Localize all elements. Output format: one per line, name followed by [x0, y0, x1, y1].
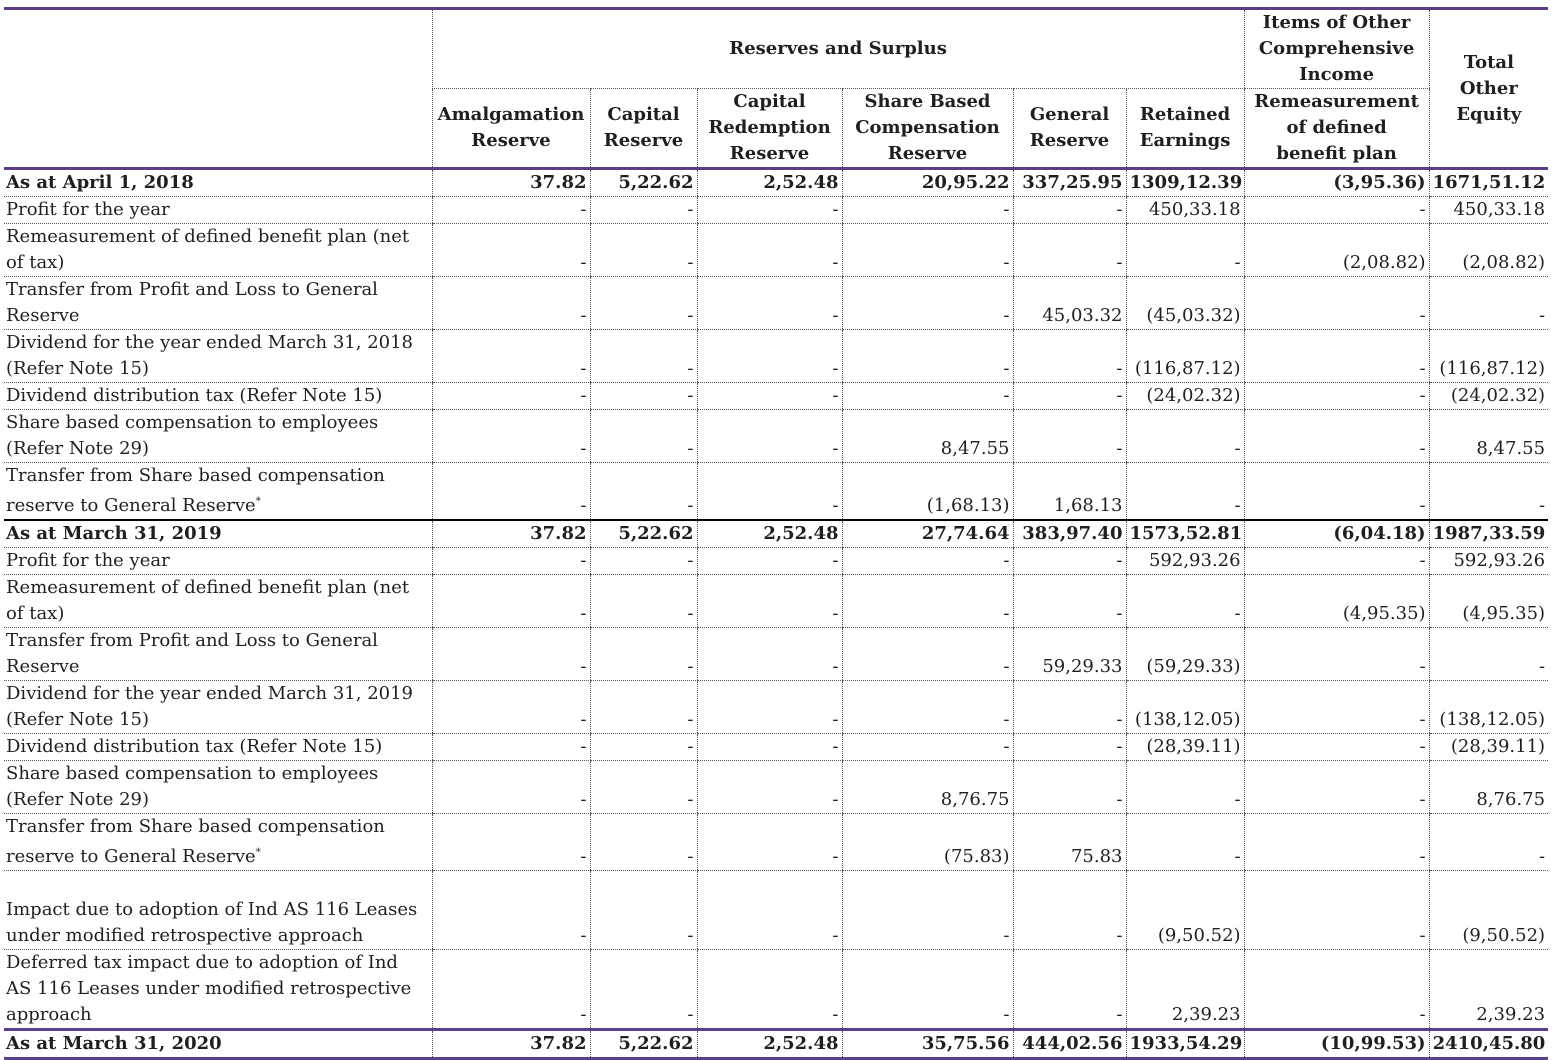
table-row: [4, 734, 1548, 761]
cell-value: (9,50.52): [1429, 871, 1548, 950]
cell-value: -: [432, 814, 590, 871]
cell-value: -: [590, 330, 697, 383]
row-label: [4, 734, 432, 761]
cell-value: (2,08.82): [1244, 224, 1429, 277]
cell-value: (9,50.52): [1126, 871, 1244, 950]
header-share-based-compensation-reserve: Share Based Compensation Reserve: [842, 89, 1013, 169]
row-label-text: Impact due to adoption of Ind AS 116 Leases under modified retrospective approach: [6, 899, 418, 946]
cell-value: -: [842, 224, 1013, 277]
cell-value: -: [590, 950, 697, 1030]
cell-value: -: [1013, 575, 1126, 628]
cell-value: -: [1013, 548, 1126, 575]
table-row: [4, 575, 1548, 628]
table-body: [4, 169, 1548, 1059]
group-header-other-comprehensive-income: Items of Other Comprehensive Income: [1244, 9, 1429, 89]
table-row: [4, 628, 1548, 681]
cell-value: 2410,45.80: [1429, 1030, 1548, 1059]
cell-value: -: [432, 575, 590, 628]
cell-value: -: [432, 224, 590, 277]
cell-value: 8,76.75: [1429, 761, 1548, 814]
cell-value: 2,52.48: [697, 1030, 842, 1059]
cell-value: -: [590, 410, 697, 463]
cell-value: (24,02.32): [1126, 383, 1244, 410]
cell-value: -: [697, 463, 842, 521]
cell-value: 1987,33.59: [1429, 520, 1548, 548]
cell-value: 1309,12.39: [1126, 169, 1244, 197]
table-row: [4, 761, 1548, 814]
cell-value: 450,33.18: [1429, 197, 1548, 224]
cell-value: 2,52.48: [697, 169, 842, 197]
cell-value: 5,22.62: [590, 169, 697, 197]
cell-value: -: [432, 734, 590, 761]
row-label: [4, 575, 432, 628]
cell-value: -: [697, 224, 842, 277]
row-label-text: Transfer from Profit and Loss to General Reserve: [6, 279, 378, 326]
table-row: [4, 681, 1548, 734]
cell-value: -: [697, 197, 842, 224]
row-label: [4, 871, 432, 950]
statement-of-changes-in-equity: [4, 7, 1548, 1060]
cell-value: (1,68.13): [842, 463, 1013, 521]
cell-value: -: [697, 277, 842, 330]
cell-value: -: [432, 950, 590, 1030]
cell-value: (6,04.18): [1244, 520, 1429, 548]
cell-value: (4,95.35): [1244, 575, 1429, 628]
row-label-text: Dividend for the year ended March 31, 2018 (Refer Note 15): [6, 332, 414, 379]
cell-value: -: [842, 681, 1013, 734]
cell-value: -: [1429, 814, 1548, 871]
cell-value: -: [1013, 410, 1126, 463]
cell-value: -: [432, 871, 590, 950]
cell-value: (2,08.82): [1429, 224, 1548, 277]
cell-value: -: [842, 575, 1013, 628]
cell-value: -: [1244, 410, 1429, 463]
cell-value: -: [590, 463, 697, 521]
group-header-reserves-and-surplus: Reserves and Surplus: [432, 9, 1244, 89]
cell-value: -: [432, 761, 590, 814]
header-blank: [4, 9, 432, 169]
row-label-text: Remeasurement of defined benefit plan (net of tax): [6, 577, 410, 624]
header-capital-reserve: Capital Reserve: [590, 89, 697, 169]
table-row: [4, 814, 1548, 871]
cell-value: -: [432, 410, 590, 463]
row-label-text: Share based compensation to employees (Refer Note 29): [6, 412, 379, 459]
row-label-text: Remeasurement of defined benefit plan (net of tax): [6, 226, 410, 273]
row-label: [4, 628, 432, 681]
cell-value: -: [1244, 277, 1429, 330]
row-label-text: Share based compensation to employees (Refer Note 29): [6, 763, 379, 810]
cell-value: -: [842, 330, 1013, 383]
table-row: [4, 871, 1548, 950]
cell-value: 37.82: [432, 520, 590, 548]
cell-value: -: [432, 463, 590, 521]
cell-value: 1671,51.12: [1429, 169, 1548, 197]
cell-value: -: [590, 628, 697, 681]
row-label: [4, 224, 432, 277]
cell-value: -: [1013, 197, 1126, 224]
cell-value: -: [590, 681, 697, 734]
cell-value: -: [590, 871, 697, 950]
cell-value: -: [432, 681, 590, 734]
cell-value: -: [590, 224, 697, 277]
cell-value: -: [1429, 277, 1548, 330]
cell-value: 2,52.48: [697, 520, 842, 548]
table-row: [4, 277, 1548, 330]
cell-value: -: [432, 548, 590, 575]
cell-value: -: [1013, 383, 1126, 410]
cell-value: -: [1126, 410, 1244, 463]
cell-value: -: [432, 383, 590, 410]
cell-value: -: [1013, 224, 1126, 277]
cell-value: 1,68.13: [1013, 463, 1126, 521]
cell-value: -: [697, 628, 842, 681]
cell-value: 1933,54.29: [1126, 1030, 1244, 1059]
cell-value: -: [842, 197, 1013, 224]
cell-value: 37.82: [432, 1030, 590, 1059]
cell-value: -: [1244, 950, 1429, 1030]
cell-value: -: [697, 575, 842, 628]
other-equity-table: [4, 7, 1548, 1060]
header-capital-redemption-reserve: Capital Redemption Reserve: [697, 89, 842, 169]
cell-value: -: [1244, 871, 1429, 950]
cell-value: -: [697, 383, 842, 410]
cell-value: -: [1244, 197, 1429, 224]
cell-value: 8,47.55: [1429, 410, 1548, 463]
cell-value: (75.83): [842, 814, 1013, 871]
cell-value: -: [842, 734, 1013, 761]
row-label: [4, 761, 432, 814]
row-label-text: Transfer from Share based compensation reserve to General Reserve: [6, 465, 385, 516]
row-label-text: Deferred tax impact due to adoption of Ind AS 116 Leases under modified retrospective approach: [6, 952, 412, 1025]
row-label: [4, 548, 432, 575]
row-label: [4, 463, 432, 521]
cell-value: -: [432, 628, 590, 681]
cell-value: (138,12.05): [1126, 681, 1244, 734]
cell-value: -: [697, 681, 842, 734]
cell-value: -: [1244, 681, 1429, 734]
cell-value: -: [1244, 734, 1429, 761]
cell-value: -: [1244, 383, 1429, 410]
footnote-marker: *: [255, 496, 261, 507]
cell-value: -: [697, 950, 842, 1030]
cell-value: (116,87.12): [1429, 330, 1548, 383]
row-label-text: As at March 31, 2019: [6, 523, 222, 544]
cell-value: (10,99.53): [1244, 1030, 1429, 1059]
row-label-text: As at March 31, 2020: [6, 1033, 222, 1054]
cell-value: 35,75.56: [842, 1030, 1013, 1059]
cell-value: -: [697, 330, 842, 383]
table-row: [4, 410, 1548, 463]
cell-value: -: [1244, 628, 1429, 681]
cell-value: -: [842, 383, 1013, 410]
cell-value: 8,76.75: [842, 761, 1013, 814]
cell-value: 1573,52.81: [1126, 520, 1244, 548]
cell-value: -: [842, 871, 1013, 950]
cell-value: 75.83: [1013, 814, 1126, 871]
row-label-text: Profit for the year: [6, 199, 170, 220]
cell-value: 592,93.26: [1126, 548, 1244, 575]
table-row: [4, 330, 1548, 383]
cell-value: -: [590, 548, 697, 575]
cell-value: 450,33.18: [1126, 197, 1244, 224]
row-label: [4, 1030, 432, 1059]
table-row: [4, 1030, 1548, 1059]
cell-value: -: [842, 950, 1013, 1030]
header-amalgamation-reserve: Amalgamation Reserve: [432, 89, 590, 169]
cell-value: -: [432, 197, 590, 224]
header-total-other-equity: Total Other Equity: [1429, 9, 1548, 169]
row-label: [4, 169, 432, 197]
cell-value: -: [1126, 761, 1244, 814]
cell-value: 2,39.23: [1126, 950, 1244, 1030]
cell-value: -: [1244, 548, 1429, 575]
cell-value: -: [1126, 224, 1244, 277]
table-row: [4, 169, 1548, 197]
cell-value: -: [1013, 950, 1126, 1030]
row-label-text: Transfer from Share based compensation reserve to General Reserve: [6, 816, 385, 867]
row-label-text: Dividend for the year ended March 31, 2019 (Refer Note 15): [6, 683, 414, 730]
cell-value: 20,95.22: [842, 169, 1013, 197]
cell-value: -: [590, 575, 697, 628]
cell-value: 8,47.55: [842, 410, 1013, 463]
cell-value: -: [1126, 463, 1244, 521]
cell-value: (116,87.12): [1126, 330, 1244, 383]
table-row: [4, 520, 1548, 548]
cell-value: -: [842, 548, 1013, 575]
cell-value: (3,95.36): [1244, 169, 1429, 197]
header-retained-earnings: Retained Earnings: [1126, 89, 1244, 169]
cell-value: 5,22.62: [590, 520, 697, 548]
cell-value: -: [697, 871, 842, 950]
cell-value: -: [432, 277, 590, 330]
cell-value: -: [1244, 814, 1429, 871]
table-row: [4, 383, 1548, 410]
cell-value: -: [590, 761, 697, 814]
table-row: [4, 463, 1548, 521]
row-label: [4, 520, 432, 548]
cell-value: -: [1126, 814, 1244, 871]
cell-value: -: [1244, 761, 1429, 814]
cell-value: (28,39.11): [1126, 734, 1244, 761]
table-row: [4, 197, 1548, 224]
cell-value: (59,29.33): [1126, 628, 1244, 681]
cell-value: -: [590, 814, 697, 871]
cell-value: 2,39.23: [1429, 950, 1548, 1030]
cell-value: -: [1013, 681, 1126, 734]
row-label: [4, 410, 432, 463]
row-label: [4, 330, 432, 383]
row-label-text: Profit for the year: [6, 550, 170, 571]
cell-value: -: [432, 330, 590, 383]
cell-value: 5,22.62: [590, 1030, 697, 1059]
cell-value: -: [1244, 463, 1429, 521]
header-remeasurement-defined-benefit-plan: Remeasurement of defined benefit plan: [1244, 89, 1429, 169]
cell-value: (24,02.32): [1429, 383, 1548, 410]
table-row: [4, 224, 1548, 277]
cell-value: -: [697, 814, 842, 871]
cell-value: (138,12.05): [1429, 681, 1548, 734]
cell-value: -: [842, 628, 1013, 681]
row-label: [4, 681, 432, 734]
cell-value: -: [590, 197, 697, 224]
cell-value: -: [1429, 628, 1548, 681]
cell-value: 59,29.33: [1013, 628, 1126, 681]
cell-value: 337,25.95: [1013, 169, 1126, 197]
cell-value: 383,97.40: [1013, 520, 1126, 548]
cell-value: -: [1013, 330, 1126, 383]
cell-value: -: [590, 277, 697, 330]
row-label-text: Transfer from Profit and Loss to General Reserve: [6, 630, 378, 677]
cell-value: -: [1126, 575, 1244, 628]
cell-value: -: [1244, 330, 1429, 383]
cell-value: (4,95.35): [1429, 575, 1548, 628]
cell-value: -: [1013, 734, 1126, 761]
row-label-text: Dividend distribution tax (Refer Note 15): [6, 385, 383, 406]
cell-value: -: [697, 548, 842, 575]
row-label: [4, 814, 432, 871]
cell-value: (28,39.11): [1429, 734, 1548, 761]
cell-value: 444,02.56: [1013, 1030, 1126, 1059]
row-label: [4, 383, 432, 410]
cell-value: -: [590, 383, 697, 410]
row-label-text: As at April 1, 2018: [6, 172, 194, 193]
cell-value: 27,74.64: [842, 520, 1013, 548]
cell-value: -: [1429, 463, 1548, 521]
cell-value: -: [1013, 761, 1126, 814]
cell-value: -: [697, 761, 842, 814]
row-label-text: Dividend distribution tax (Refer Note 15): [6, 736, 383, 757]
cell-value: 37.82: [432, 169, 590, 197]
cell-value: -: [590, 734, 697, 761]
row-label: [4, 197, 432, 224]
footnote-marker: *: [255, 847, 261, 858]
row-label: [4, 277, 432, 330]
cell-value: -: [1013, 871, 1126, 950]
cell-value: -: [697, 410, 842, 463]
cell-value: 45,03.32: [1013, 277, 1126, 330]
table-row: [4, 548, 1548, 575]
cell-value: -: [842, 277, 1013, 330]
header-general-reserve: General Reserve: [1013, 89, 1126, 169]
cell-value: (45,03.32): [1126, 277, 1244, 330]
cell-value: 592,93.26: [1429, 548, 1548, 575]
cell-value: -: [697, 734, 842, 761]
